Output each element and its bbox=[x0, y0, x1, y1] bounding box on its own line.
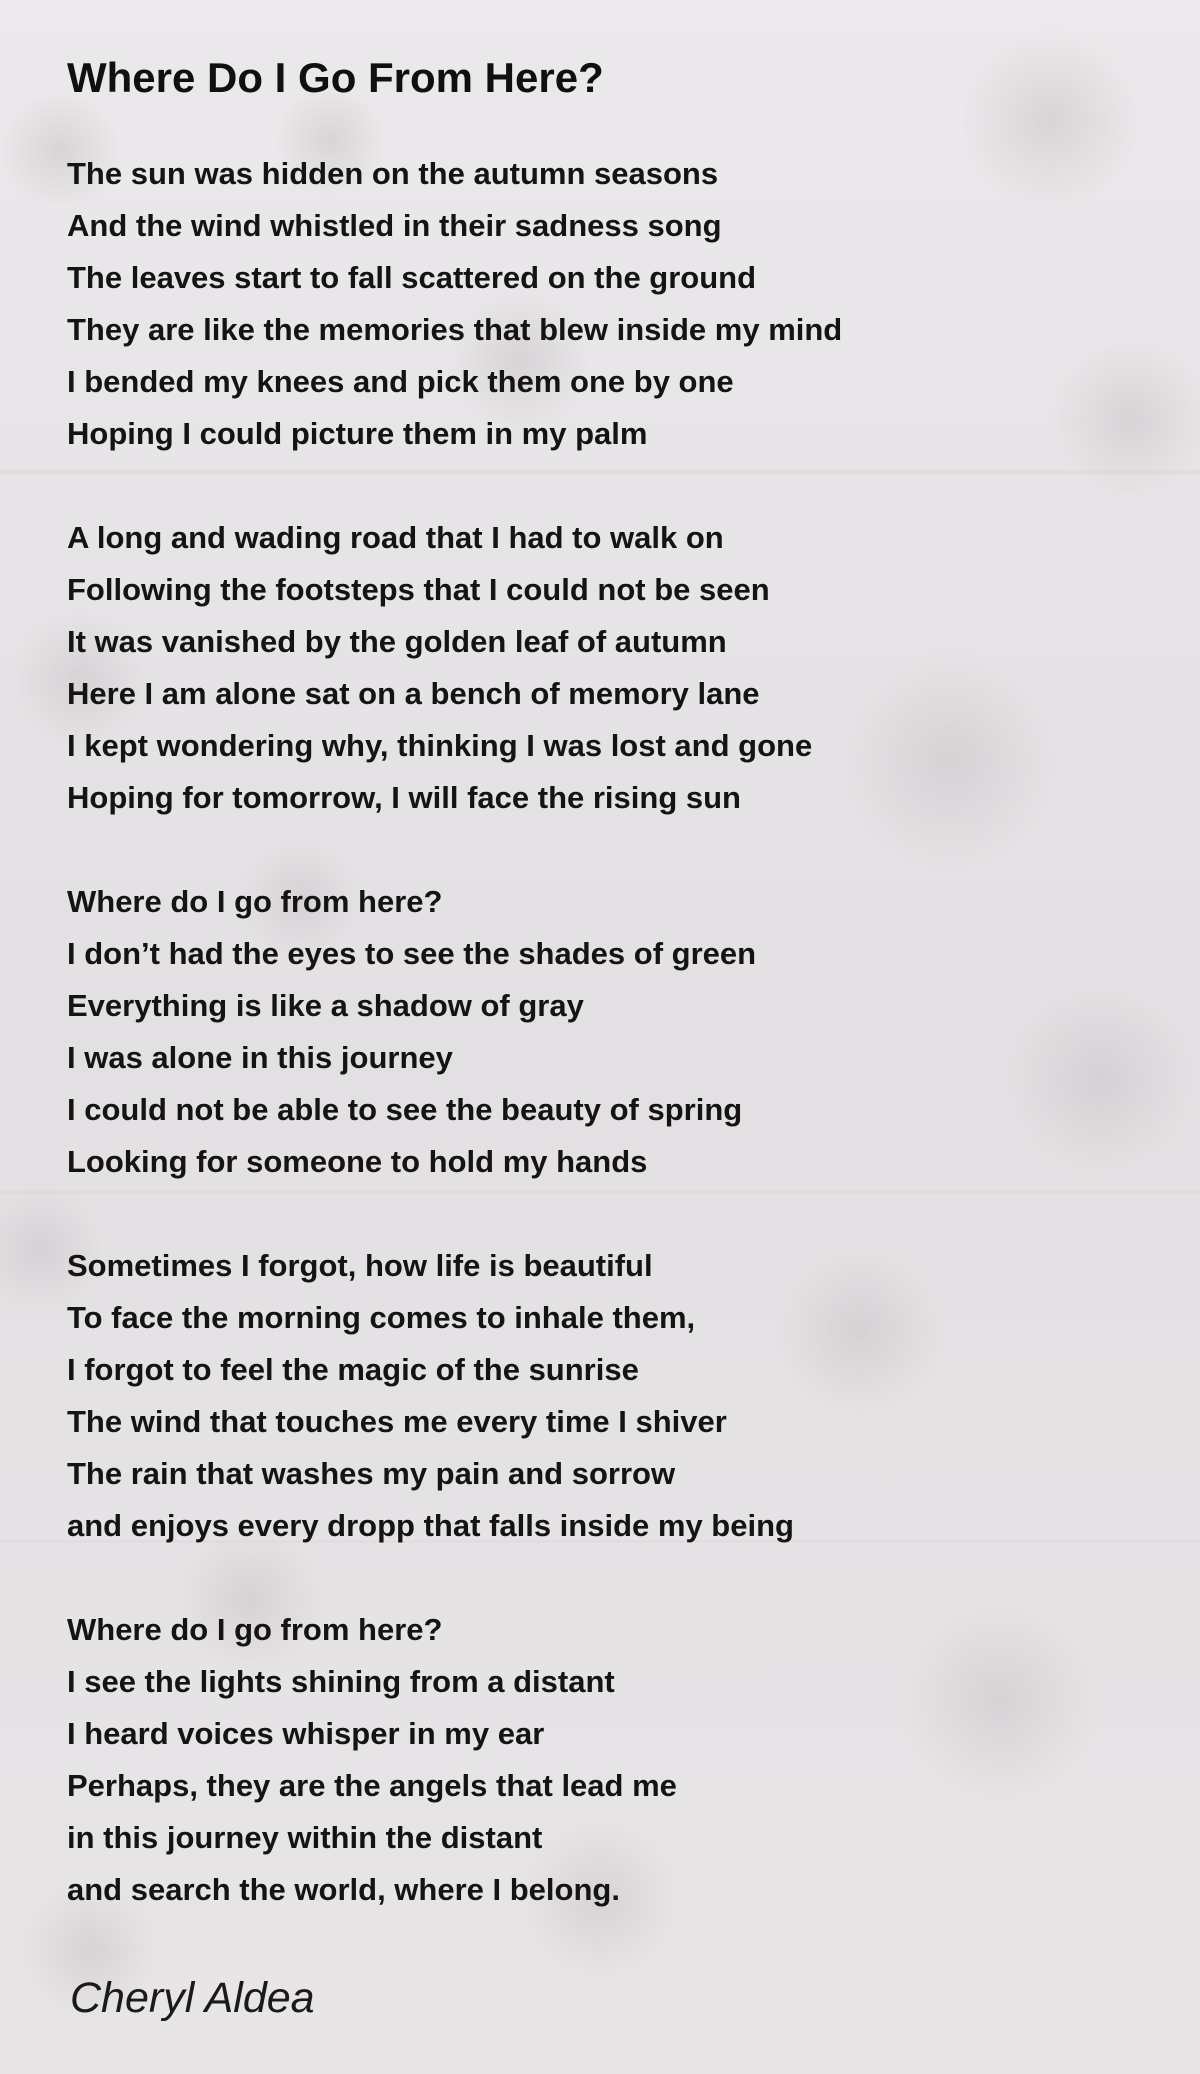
poem-line: And the wind whistled in their sadness song bbox=[67, 208, 722, 243]
stanza-2 bbox=[67, 512, 1167, 824]
poem-line: It was vanished by the golden leaf of autumn bbox=[67, 624, 727, 659]
poem-author: Cheryl Aldea bbox=[70, 1974, 315, 2022]
poem-line: Sometimes I forgot, how life is beautiful bbox=[67, 1248, 653, 1283]
poem-line: in this journey within the distant bbox=[67, 1820, 543, 1855]
poem-line: Here I am alone sat on a bench of memory lane bbox=[67, 676, 760, 711]
poem-line: I bended my knees and pick them one by one bbox=[67, 364, 734, 399]
poem-line: They are like the memories that blew inside my mind bbox=[67, 312, 843, 347]
poem-line: I forgot to feel the magic of the sunrise bbox=[67, 1352, 639, 1387]
poem-line: The wind that touches me every time I shiver bbox=[67, 1404, 727, 1439]
poem-line: and enjoys every dropp that falls inside my being bbox=[67, 1508, 794, 1543]
poem-line: I could not be able to see the beauty of spring bbox=[67, 1092, 743, 1127]
poem-line: Perhaps, they are the angels that lead me bbox=[67, 1768, 677, 1803]
poem-line: and search the world, where I belong. bbox=[67, 1872, 620, 1907]
poem-line: Everything is like a shadow of gray bbox=[67, 988, 584, 1023]
poem-line: I don’t had the eyes to see the shades of green bbox=[67, 936, 757, 971]
stanza-4 bbox=[67, 1240, 1167, 1552]
poem-title: Where Do I Go From Here? bbox=[67, 54, 604, 101]
poem-line: Following the footsteps that I could not be seen bbox=[67, 572, 770, 607]
poem-body bbox=[67, 148, 1167, 1968]
stanza-5 bbox=[67, 1604, 1167, 1916]
poem-line: Looking for someone to hold my hands bbox=[67, 1144, 648, 1179]
poem-line: The leaves start to fall scattered on the ground bbox=[67, 260, 757, 295]
poem-line: Where do I go from here? bbox=[67, 1612, 443, 1647]
poem-line: Where do I go from here? bbox=[67, 884, 443, 919]
poem-line: Hoping I could picture them in my palm bbox=[67, 416, 648, 451]
poem-line: To face the morning comes to inhale them, bbox=[67, 1300, 696, 1335]
poem-line: A long and wading road that I had to walk on bbox=[67, 520, 724, 555]
poem-line: I see the lights shining from a distant bbox=[67, 1664, 615, 1699]
stanza-1 bbox=[67, 148, 1167, 460]
poem-line: The rain that washes my pain and sorrow bbox=[67, 1456, 676, 1491]
poem-line: I was alone in this journey bbox=[67, 1040, 453, 1075]
poem-line: I kept wondering why, thinking I was lost and gone bbox=[67, 728, 813, 763]
poem-line: Hoping for tomorrow, I will face the rising sun bbox=[67, 780, 741, 815]
poem-line: I heard voices whisper in my ear bbox=[67, 1716, 545, 1751]
poem-line: The sun was hidden on the autumn seasons bbox=[67, 156, 719, 191]
stanza-3 bbox=[67, 876, 1167, 1188]
